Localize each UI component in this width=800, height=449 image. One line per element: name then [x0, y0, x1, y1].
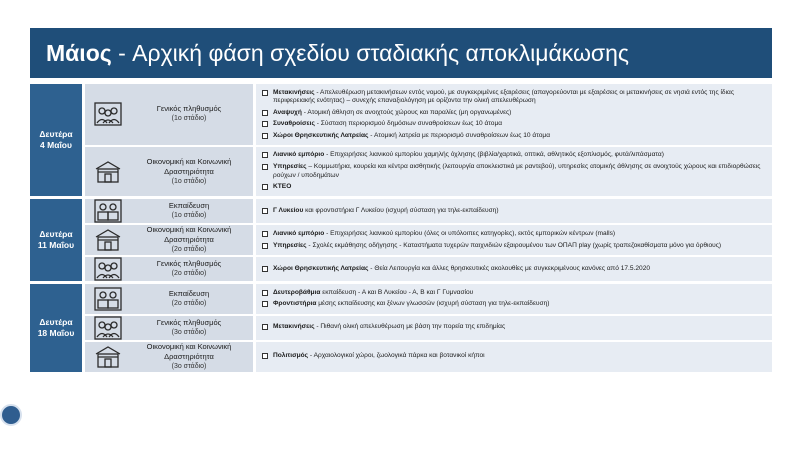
- people-group-icon: [91, 257, 125, 281]
- measure-label: Μετακινήσεις: [273, 88, 315, 96]
- measure-description: - Σχολές εκμάθησης οδήγησης - Καταστήματα τυχερών παιχνιδιών εξαιρουμένου των ΟΠΑΠ play (χωρίς τραπεζοκαθίσματα μόνο για όρθιους): [306, 241, 722, 249]
- week-block: [30, 199, 772, 281]
- checkbox-bullet-icon: [262, 266, 268, 272]
- category-name: Εκπαίδευση: [168, 201, 210, 211]
- measure-item: [262, 163, 766, 180]
- category-text: [125, 104, 253, 124]
- week-day: Δευτέρα: [39, 316, 73, 327]
- checkbox-bullet-icon: [262, 324, 268, 330]
- checkbox-bullet-icon: [262, 290, 268, 296]
- week-block: [30, 284, 772, 371]
- category-cell: [85, 225, 253, 255]
- category-cell: [85, 147, 253, 196]
- checkbox-bullet-icon: [262, 231, 268, 237]
- measure-item: [262, 89, 766, 106]
- measure-label: Φροντιστήρια: [273, 300, 317, 308]
- checkbox-bullet-icon: [262, 164, 268, 170]
- measure-label: Μετακινήσεις: [273, 323, 315, 331]
- measure-item: [262, 109, 766, 118]
- category-cell: [85, 84, 253, 145]
- header-month: Μάιος: [46, 39, 112, 66]
- measure-text: [273, 289, 473, 298]
- category-cell: [85, 342, 253, 372]
- measures-cell: [256, 84, 772, 145]
- category-name: Γενικός πληθυσμός: [156, 104, 222, 114]
- measure-item: [262, 242, 766, 251]
- category-row: [85, 284, 772, 313]
- measure-text: [273, 207, 499, 216]
- measures-cell: [256, 342, 772, 372]
- checkbox-bullet-icon: [262, 243, 268, 249]
- classroom-icon: [91, 199, 125, 223]
- measures-cell: [256, 257, 772, 281]
- measure-label: Λιανικό εμπόριο: [273, 230, 325, 238]
- category-cell: [85, 284, 253, 313]
- measure-label: Δευτεροβάθμια: [273, 288, 321, 296]
- measure-description: μέσης εκπαίδευσης και ξένων γλωσσών (ισχυρή σύσταση για τηλε-εκπαίδευση): [316, 300, 550, 308]
- people-group-icon: [91, 316, 125, 340]
- measure-text: [273, 352, 485, 361]
- week-day: Δευτέρα: [39, 129, 73, 140]
- category-text: [125, 157, 253, 187]
- category-row: [85, 199, 772, 223]
- measure-label: Υπηρεσίες: [273, 241, 307, 249]
- measure-description: - Επιχειρήσεις λιανικού εμπορίου (όλες οι υπόλοιπες κατηγορίες), εκτός εμπορικών κέντρων (malls): [324, 230, 616, 238]
- category-stage: (2ο στάδιο): [171, 246, 207, 254]
- category-row: [85, 257, 772, 281]
- category-cell: [85, 316, 253, 340]
- measure-item: [262, 265, 766, 274]
- category-name: Οικονομική και Κοινωνική Δραστηριότητα: [146, 225, 232, 245]
- category-name: Γενικός πληθυσμός: [156, 259, 222, 269]
- category-cell: [85, 257, 253, 281]
- category-stage: (1ο στάδιο): [171, 177, 207, 185]
- measure-description: εκπαίδευση - Α και Β Λυκείου - Α, Β και Γ Γυμνασίου: [320, 288, 474, 296]
- government-seal-icon: [0, 404, 22, 426]
- measure-description: και φροντιστήρια Γ Λυκείου (ισχυρή σύσταση για τηλε-εκπαίδευση): [303, 207, 499, 215]
- checkbox-bullet-icon: [262, 90, 268, 96]
- measure-item: [262, 132, 766, 141]
- category-text: [125, 289, 253, 309]
- measure-item: [262, 151, 766, 160]
- checkbox-bullet-icon: [262, 353, 268, 359]
- measure-label: Γ Λυκείου: [273, 207, 304, 215]
- measure-item: [262, 207, 766, 216]
- measure-description: - Ατομική άθληση σε ανοιχτούς χώρους και παραλίες (μη οργανωμένες): [301, 108, 512, 116]
- measure-label: ΚΤΕΟ: [273, 183, 292, 191]
- shop-icon: [91, 228, 125, 252]
- measure-item: [262, 300, 766, 309]
- category-stage: (3ο στάδιο): [171, 362, 207, 370]
- measure-item: [262, 120, 766, 129]
- checkbox-bullet-icon: [262, 184, 268, 190]
- measures-cell: [256, 316, 772, 340]
- week-block: [30, 84, 772, 196]
- category-stage: (3ο στάδιο): [171, 328, 207, 336]
- header-title: Αρχική φάση σχεδίου σταδιακής αποκλιμάκωσης: [132, 39, 629, 66]
- checkbox-bullet-icon: [262, 110, 268, 116]
- category-text: [125, 259, 253, 279]
- category-name: Οικονομική και Κοινωνική Δραστηριότητα: [146, 156, 232, 176]
- category-stage: (2ο στάδιο): [171, 270, 207, 278]
- measure-description: - Ατομική λατρεία με περιορισμό συναθροίσεων έως 10 άτομα: [368, 131, 551, 139]
- checkbox-bullet-icon: [262, 208, 268, 214]
- measures-cell: [256, 147, 772, 196]
- category-row: [85, 316, 772, 340]
- checkbox-bullet-icon: [262, 301, 268, 307]
- week-date-label: [30, 199, 82, 281]
- category-row: [85, 342, 772, 372]
- category-cell: [85, 199, 253, 223]
- category-row: [85, 84, 772, 145]
- measure-text: [273, 230, 615, 239]
- measure-description: - Επιχειρήσεις λιανικού εμπορίου χαμηλής όχλησης (βιβλία/χαρτικά, οπτικά, αθλητικός εξοπλισμός, φυτά/λιπάσματα): [324, 151, 664, 159]
- category-row: [85, 147, 772, 196]
- checkbox-bullet-icon: [262, 152, 268, 158]
- measure-description: – Κομμωτήρια, κουρεία και κέντρα αισθητικής (λειτουργία αποκλειστικά με ραντεβού), υπηρεσίες ατομικής άθλησης σε ανοιχτούς χώρους και επιδιορθώσεις ρούχων / υποδημάτων: [273, 163, 761, 179]
- measure-item: [262, 183, 766, 192]
- category-text: [125, 201, 253, 221]
- category-name: Εκπαίδευση: [168, 288, 210, 298]
- shop-icon: [91, 160, 125, 184]
- week-date: 18 Μαΐου: [37, 327, 75, 338]
- measure-text: [273, 323, 505, 332]
- measure-text: [273, 300, 549, 309]
- measures-cell: [256, 225, 772, 255]
- measure-label: Πολιτισμός: [273, 352, 309, 360]
- category-text: [125, 342, 253, 372]
- measure-label: Λιανικό εμπόριο: [273, 151, 325, 159]
- page-header: [30, 28, 772, 78]
- measure-text: [273, 163, 766, 180]
- week-date-label: [30, 284, 82, 371]
- category-name: Οικονομική και Κοινωνική Δραστηριότητα: [146, 341, 232, 361]
- measure-item: [262, 352, 766, 361]
- week-date: 11 Μαΐου: [37, 240, 75, 251]
- measure-description: - Απελευθέρωση μετακινήσεων εντός νομού, με συγκεκριμένες εξαιρέσεις (απαγορεύονται με εξαιρέσεις οι μετακινήσεις σε νησιά εντός της ίδιας περιφερειακής ενότητας) – συνεχής επαναξιολόγηση με ορίζοντα την ολική απελευθέρωση: [273, 88, 735, 105]
- measure-description: - Πιθανή ολική απελευθέρωση με βάση την πορεία της επιδημίας: [314, 323, 506, 331]
- category-text: [125, 318, 253, 338]
- week-date: 4 Μαΐου: [40, 140, 72, 151]
- measure-item: [262, 289, 766, 298]
- measure-text: [273, 109, 511, 118]
- plan-table: [30, 84, 772, 375]
- measures-cell: [256, 199, 772, 223]
- measure-label: Αναψυχή: [273, 108, 302, 116]
- measure-description: - Αρχαιολογικοί χώροι, ζωολογικά πάρκα και βοτανικοί κήποι: [308, 352, 485, 360]
- measure-description: - Θεία Λειτουργία και άλλες θρησκευτικές ακολουθίες με συγκεκριμένους κανόνες από 17.5.2020: [368, 265, 651, 273]
- week-date-label: [30, 84, 82, 196]
- measure-text: [273, 183, 291, 192]
- measure-label: Υπηρεσίες: [273, 163, 307, 171]
- measure-text: [273, 120, 502, 129]
- classroom-icon: [91, 287, 125, 311]
- category-stage: (2ο στάδιο): [171, 299, 207, 307]
- measure-label: Χώροι Θρησκευτικής Λατρείας: [273, 131, 369, 139]
- category-text: [125, 225, 253, 255]
- measure-text: [273, 151, 664, 160]
- measures-cell: [256, 284, 772, 313]
- category-stage: (1ο στάδιο): [171, 212, 207, 220]
- week-day: Δευτέρα: [39, 229, 73, 240]
- measure-item: [262, 323, 766, 332]
- measure-text: [273, 265, 650, 274]
- checkbox-bullet-icon: [262, 121, 268, 127]
- shop-icon: [91, 345, 125, 369]
- header-dash: -: [111, 39, 133, 66]
- category-name: Γενικός πληθυσμός: [156, 317, 222, 327]
- measure-label: Συναθροίσεις: [273, 120, 315, 128]
- measure-item: [262, 230, 766, 239]
- category-row: [85, 225, 772, 255]
- category-stage: (1ο στάδιο): [171, 115, 207, 123]
- measure-label: Χώροι Θρησκευτικής Λατρείας: [273, 265, 369, 273]
- measure-text: [273, 132, 550, 141]
- measure-text: [273, 242, 721, 251]
- checkbox-bullet-icon: [262, 133, 268, 139]
- measure-text: [273, 89, 766, 106]
- people-group-icon: [91, 102, 125, 126]
- measure-description: - Σύσταση περιορισμού δημόσιων συναθροίσεων έως 10 άτομα: [314, 120, 503, 128]
